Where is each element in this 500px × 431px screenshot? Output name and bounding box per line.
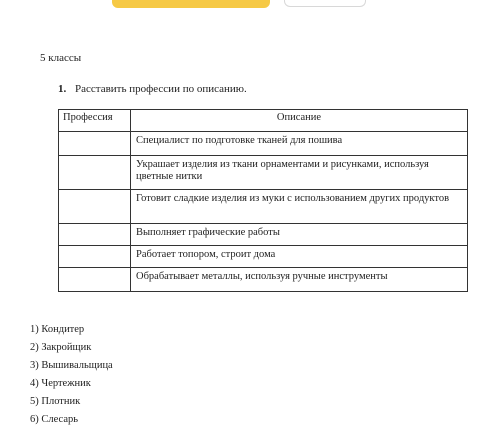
list-item: 4) Чертежник: [30, 378, 91, 389]
description-cell: Выполняет графические работы: [131, 224, 468, 246]
description-cell: Специалист по подготовке тканей для пошива: [131, 132, 468, 156]
header-profession: Профессия: [59, 110, 131, 132]
list-item: 6) Слесарь: [30, 414, 79, 425]
list-item: 1) Кондитер: [30, 324, 85, 335]
profession-cell[interactable]: [59, 132, 131, 156]
profession-cell[interactable]: [59, 156, 131, 190]
answer-list: [30, 321, 113, 429]
table-header-row: [59, 110, 468, 132]
table-row: [59, 156, 468, 190]
top-toolbar: [0, 0, 500, 10]
table-row: [59, 132, 468, 156]
task-text: Расставить профессии по описанию.: [75, 83, 247, 95]
list-item: 3) Вышивальщица: [30, 360, 113, 371]
profession-cell[interactable]: [59, 224, 131, 246]
professions-table: [58, 109, 468, 292]
secondary-button[interactable]: [284, 0, 366, 7]
description-cell: Работает топором, строит дома: [131, 246, 468, 268]
header-description: Описание: [131, 110, 468, 132]
task-number: 1.: [58, 83, 67, 95]
profession-cell[interactable]: [59, 268, 131, 292]
grade-heading: 5 классы: [40, 52, 82, 64]
list-item: 5) Плотник: [30, 396, 81, 407]
description-cell: Украшает изделия из ткани орнаментами и рисунками, используя цветные нитки: [131, 156, 468, 190]
description-cell: Обрабатывает металлы, используя ручные инструменты: [131, 268, 468, 292]
table-row: [59, 268, 468, 292]
table-row: [59, 246, 468, 268]
description-cell: Готовит сладкие изделия из муки с использованием других продуктов: [131, 190, 468, 224]
list-item: 2) Закройщик: [30, 342, 92, 353]
task-line: [58, 83, 247, 95]
primary-button[interactable]: [112, 0, 270, 8]
table-row: [59, 224, 468, 246]
table-row: [59, 190, 468, 224]
profession-cell[interactable]: [59, 246, 131, 268]
profession-cell[interactable]: [59, 190, 131, 224]
